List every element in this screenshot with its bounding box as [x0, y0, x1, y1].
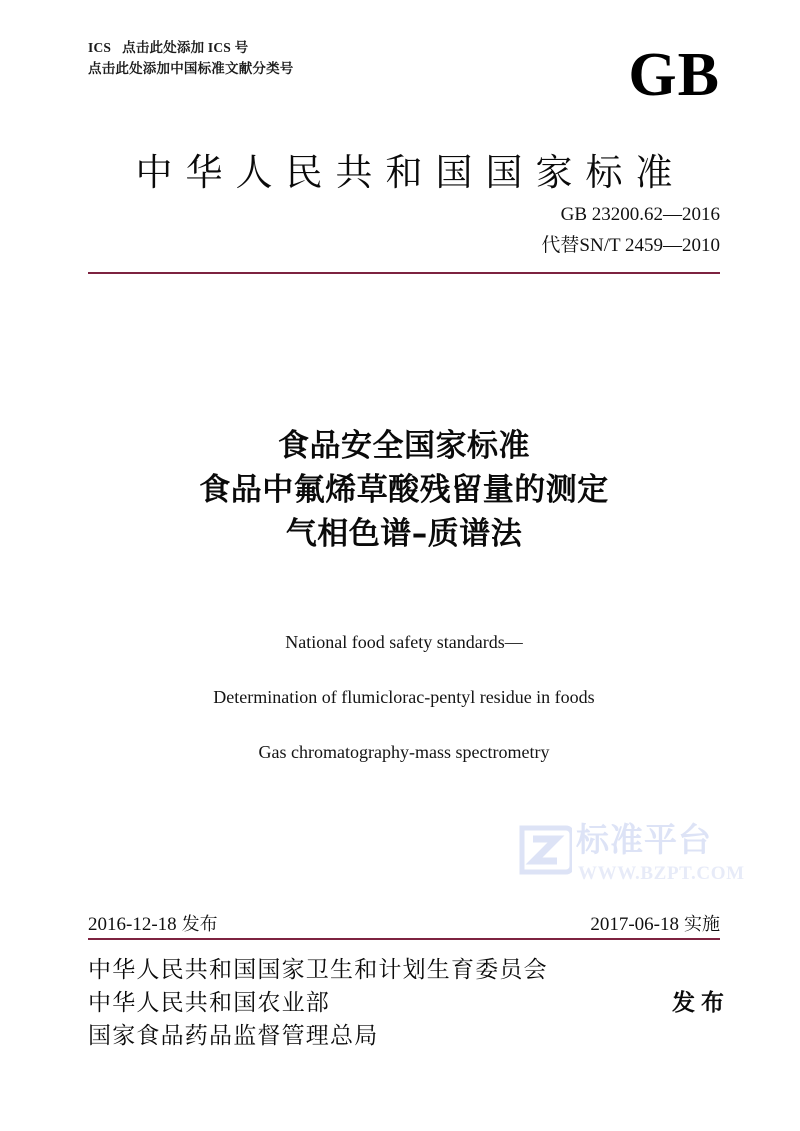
- title-english: [88, 632, 720, 763]
- publish-date-value: 2016-12-18: [88, 914, 177, 935]
- ics-line: [88, 38, 294, 59]
- bzpt-logo-icon: [516, 822, 572, 878]
- watermark-url: WWW.BZPT.COM: [578, 863, 745, 884]
- implement-date-label: 实施: [684, 914, 720, 935]
- publish-date-label: 发布: [181, 914, 218, 935]
- watermark-brand: 标准平台: [576, 820, 712, 859]
- publish-date: [88, 910, 218, 936]
- title-english-line-2: Determination of flumiclorac-pentyl residue in foods: [213, 687, 595, 707]
- national-standard-banner: 中华人民共和国国家标准: [135, 151, 686, 194]
- title-chinese-line-3: 气相色谱–质谱法: [285, 516, 523, 553]
- implement-date-value: 2017-06-18: [590, 914, 679, 935]
- ics-block: [88, 38, 294, 80]
- dates-row: [88, 910, 720, 938]
- issuing-agencies: [88, 954, 730, 1053]
- title-chinese-line-1: 食品安全国家标准: [278, 428, 530, 464]
- title-english-line-1: National food safety standards—: [285, 632, 523, 652]
- title-chinese: [88, 424, 720, 556]
- standard-replaces: 代替SN/T 2459—2010: [541, 234, 720, 256]
- implement-date: [590, 910, 720, 936]
- ics-label: ICS: [88, 40, 112, 55]
- standard-number-block: [88, 200, 720, 262]
- watermark: [508, 818, 744, 896]
- ccs-value: 点击此处添加中国标准文献分类号: [88, 60, 294, 76]
- divider-rule-bottom: [88, 938, 720, 940]
- title-chinese-line-2: 食品中氟烯草酸残留量的测定: [199, 472, 609, 509]
- issuing-agency-3: 国家食品药品监督管理总局: [88, 1023, 379, 1050]
- title-english-line-3: Gas chromatography-mass spectrometry: [258, 742, 550, 762]
- gb-logo: GB: [628, 41, 720, 109]
- divider-rule-top: [88, 272, 720, 274]
- issue-verb: 发布: [672, 990, 730, 1016]
- ccs-line: [88, 59, 294, 80]
- issuing-agency-2: 中华人民共和国农业部: [88, 990, 330, 1017]
- ics-value: 点击此处添加 ICS 号: [122, 40, 249, 55]
- standard-number: GB 23200.62—2016: [560, 204, 720, 225]
- page-header: [88, 38, 720, 128]
- issuing-agency-1: 中华人民共和国国家卫生和计划生育委员会: [88, 957, 548, 983]
